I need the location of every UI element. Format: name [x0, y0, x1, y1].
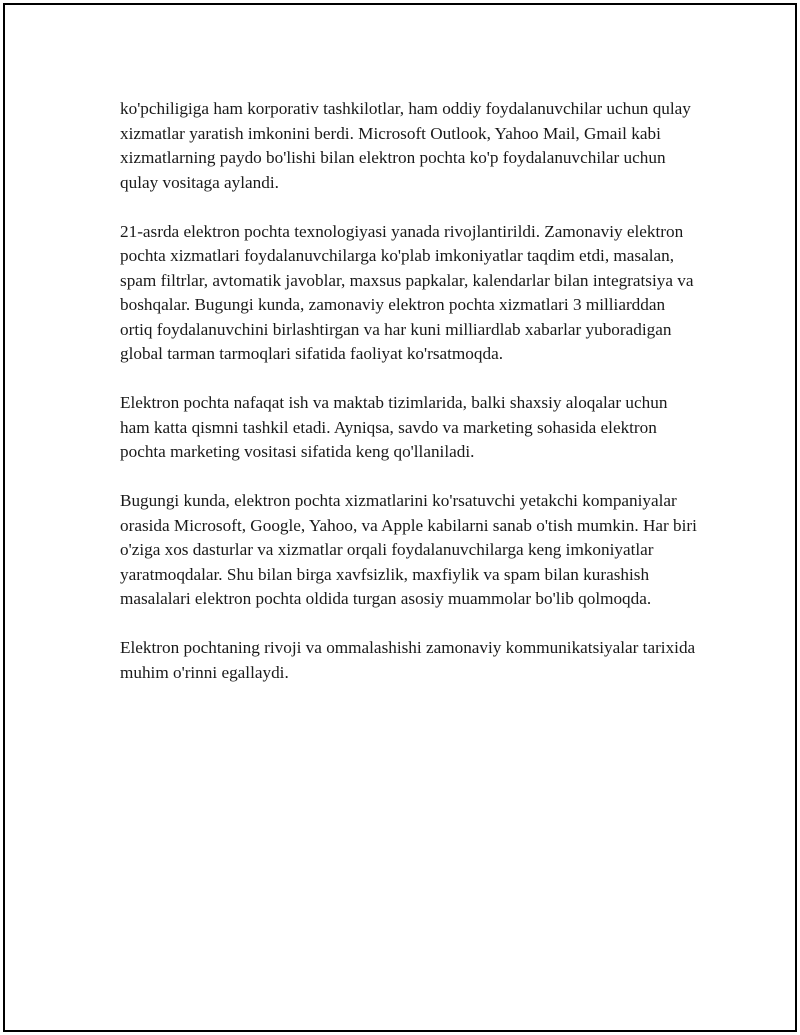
page-frame	[3, 3, 797, 1032]
document-body	[120, 97, 700, 685]
paragraph-1: ko'pchiligiga ham korporativ tashkilotlar, ham oddiy foydalanuvchilar uchun qulay xizmatlar yaratish imkonini berdi. Microsoft Outlook, Yahoo Mail, Gmail kabi xizmatlarning paydo bo'lishi bilan elektron pochta ko'p foydalanuvchilar uchun qulay vositaga aylandi.	[120, 99, 691, 192]
paragraph-2: 21-asrda elektron pochta texnologiyasi yanada rivojlantirildi. Zamonaviy elektron pochta xizmatlari foydalanuvchilarga ko'plab imkoniyatlar taqdim etdi, masalan, spam filtrlar, avtomatik javoblar, maxsus papkalar, kalendarlar bilan integratsiya va boshqalar. Bugungi kunda, zamonaviy elektron pochta xizmatlari 3 milliarddan ortiq foydalanuvchini birlashtirgan va har kuni milliardlab xabarlar yuboradigan global tarman tarmoqlari sifatida faoliyat ko'rsatmoqda.	[120, 221, 694, 363]
paragraph-3: Elektron pochta nafaqat ish va maktab tizimlarida, balki shaxsiy aloqalar uchun ham katta qismni tashkil etadi. Ayniqsa, savdo va marketing sohasida elektron pochta marketing vositasi sifatida keng qo'llaniladi.	[120, 393, 668, 461]
paragraph-4: Bugungi kunda, elektron pochta xizmatlarini ko'rsatuvchi yetakchi kompaniyalar orasida Microsoft, Google, Yahoo, va Apple kabilarni sanab o'tish mumkin. Har biri o'ziga xos dasturlar va xizmatlar orqali foydalanuvchilarga keng imkoniyatlar yaratmoqdalar. Shu bilan birga xavfsizlik, maxfiylik va spam bilan kurashish masalalari elektron pochta oldida turgan asosiy muammolar bo'lib qolmoqda.	[120, 491, 697, 608]
paragraph-5: Elektron pochtaning rivoji va ommalashishi zamonaviy kommunikatsiyalar tarixida muhim o'rinni egallaydi.	[120, 638, 696, 682]
